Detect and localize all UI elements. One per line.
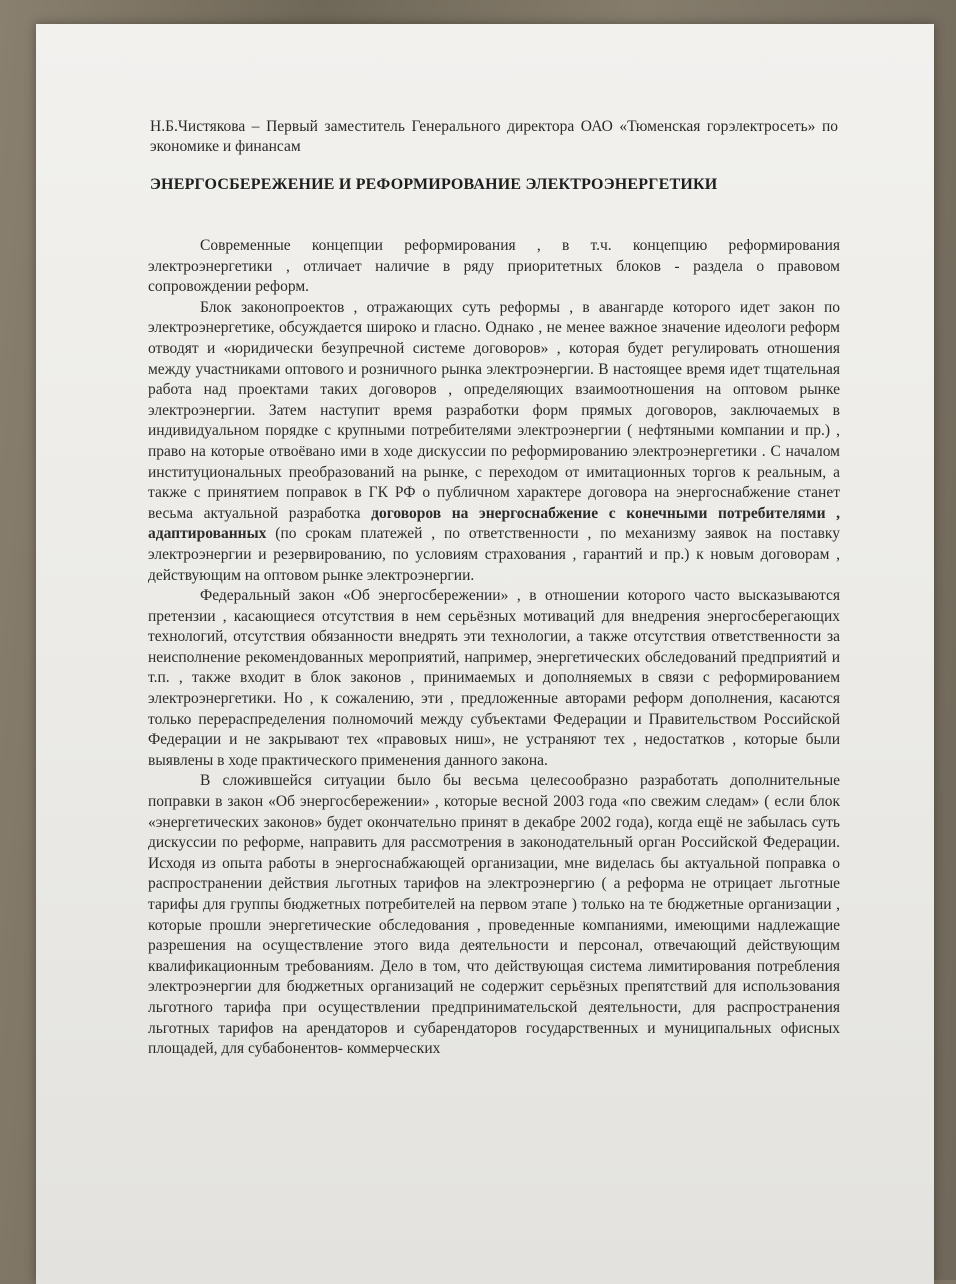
paragraph-2 — [148, 298, 840, 586]
document-body — [148, 236, 840, 1060]
paragraph-2-bold: договоров на энергоснабжение с конечными потребителями , адаптированных — [148, 504, 841, 543]
author-line: Н.Б.Чистякова – Первый заместитель Генерального директора ОАО «Тюменская горэлектросеть» по экономике и финансам — [150, 118, 838, 155]
paragraph-2-tail: (по срокам платежей , по ответственности , по механизму заявок на поставку электроэнергии и резервированию, по условиям страхования , гарантий и пр.) к новым договорам , действующим на оптовом рынке электроэнергии. — [148, 525, 840, 584]
paragraph-1: Современные концепции реформирования , в т.ч. концепцию реформирования электроэнергетики , отличает наличие в ряду приоритетных блоков - раздела о правовом сопровождении реформ. — [148, 237, 840, 296]
paragraph-4: В сложившейся ситуации было бы весьма целесообразно разработать дополнительные поправки в закон «Об энергосбережении» , которые весной 2003 года «по свежим следам» ( если блок «энергетических законов» будет окончательно принят в декабре 2002 года), когда ещё не забылась суть дискуссии по реформе, направить для рассмотрения в законодательный орган Российской Федерации. Исходя из опыта работы в энергоснабжающей организации, мне виделась бы актуальной поправка о распространении действия льготных тарифов на электроэнергию ( а реформа не отрицает льготные тарифы для группы бюджетных потребителей на первом этапе ) только на те бюджетные организации , которые прошли энергетические обследования , проведенные компаниями, имеющими надлежащие разрешения на осуществление этого вида деятельности и персонал, отвечающий действующим квалификационным требованиям. Дело в том, что действующая система лимитирования потребления электроэнергии для бюджетных организаций не содержит серьёзных препятствий для использования льготного тарифа при осуществлении предпринимательской деятельности, для распространения льготных тарифов на арендаторов и субарендаторов государственных и муниципальных офисных площадей, для субабонентов- коммерческих — [148, 772, 840, 1058]
document-title: ЭНЕРГОСБЕРЕЖЕНИЕ И РЕФОРМИРОВАНИЕ ЭЛЕКТРОЭНЕРГЕТИКИ — [150, 176, 718, 193]
paragraph-2-text: Блок законопроектов , отражающих суть реформы , в авангарде которого идет закон по электроэнергетике, обсуждается широко и гласно. Однако , не менее важное значение идеологи реформ отводят и «юридически безупречной системе договоров» , которая будет регулировать отношения между участниками оптового и розничного рынка электроэнергии. В настоящее время идет тщательная работа над проектами таких договоров , определяющих взаимоотношения на оптовом рынке электроэнергии. Затем наступит время разработки форм прямых договоров, заключаемых в индивидуальном порядке с крупными потребителями электроэнергии ( нефтяными компании и пр.) , право на которые отвоёвано ими в ходе дискуссии по реформированию электроэнергетики . С началом институциональных преобразований на рынке, с переходом от имитационных торгов к реальным, а также с принятием поправок в ГК РФ о публичном характере договора на энергоснабжение станет весьма актуальной разработка — [148, 298, 840, 522]
paragraph-3: Федеральный закон «Об энергосбережении» , в отношении которого часто высказываются претензии , касающиеся отсутствия в нем серьёзных мотиваций для внедрения энергосберегающих технологий, отсутствия обязанности внедрять эти технологии, а также отсутствия ответственности за неисполнение рекомендованных мероприятий, например, энергетических обследований предприятий и т.п. , также входит в блок законов , принимаемых и дополняемых в связи с реформированием электроэнергетики. Но , к сожалению, эти , предложенные авторами реформ дополнения, касаются только перераспределения полномочий между субъектами Федерации и Правительством Российской Федерации и не закрывают тех «правовых ниш», не устраняют тех , недостатков , которые были выявлены в ходе практического применения данного закона. — [148, 587, 840, 769]
